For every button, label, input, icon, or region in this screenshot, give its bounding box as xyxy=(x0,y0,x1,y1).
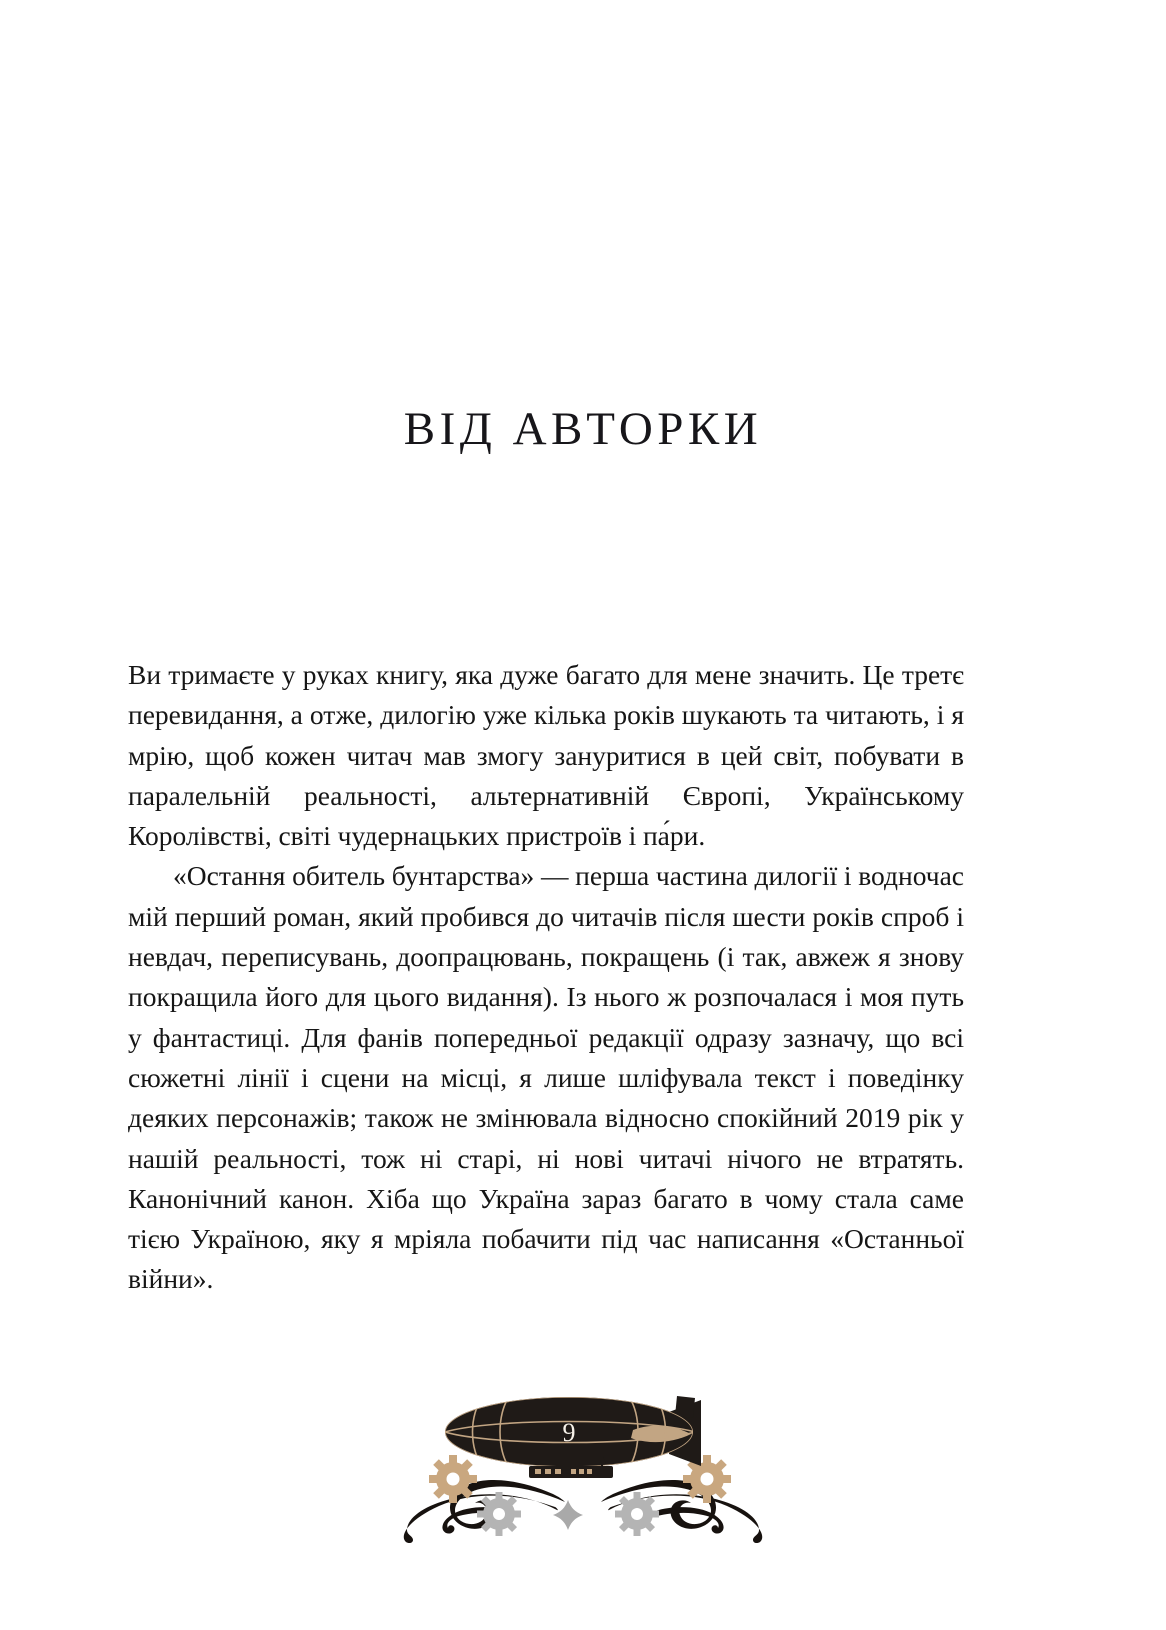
airship-icon xyxy=(445,1396,701,1478)
gear-gold-right xyxy=(683,1455,731,1503)
page-title: ВІД АВТОРКИ xyxy=(403,403,763,455)
airship-ornament xyxy=(303,1374,863,1544)
paragraph-1: Ви тримаєте у руках книгу, яка дуже багато для мене значить. Це третє перевидання, а отже, дилогію уже кілька років шукають та читають, і я мрію, щоб кожен читач мав змогу зануритися в цей світ, побувати в паралельній реальності, альтернативній Європі, Українському Королівстві, світі чудернацьких пристроїв і па́ри. xyxy=(128,659,964,852)
body-text xyxy=(128,655,964,1300)
gear-gold-left xyxy=(429,1455,477,1503)
page-number: 9 xyxy=(562,1418,576,1447)
gear-gray-right xyxy=(615,1492,659,1536)
paragraph-2: «Остання обитель бунтарства» — перша частина дилогії і водночас мій перший роман, який пробився до читачів після шести років спроб і невдач, переписувань, доопрацювань, покращень (і так, авжеж я знову покращила його для цього видання). Із нього ж розпочалася і моя путь у фантастиці. Для фанів попередньої редакції одразу зазначу, що всі сюжетні лінії і сцени на місці, я лише шліфувала текст і поведінку деяких персонажів; також не змінювала відносно спокійний 2019 рік у нашій реальності, тож ні старі, ні нові читачі нічого не втратять. Канонічний канон. Хіба що Україна зараз багато в чому стала саме тією Україною, яку я мріяла побачити під час написання «Останньої війни». xyxy=(128,860,964,1295)
diamond-ornament xyxy=(553,1500,583,1530)
gear-gray-left xyxy=(477,1492,521,1536)
